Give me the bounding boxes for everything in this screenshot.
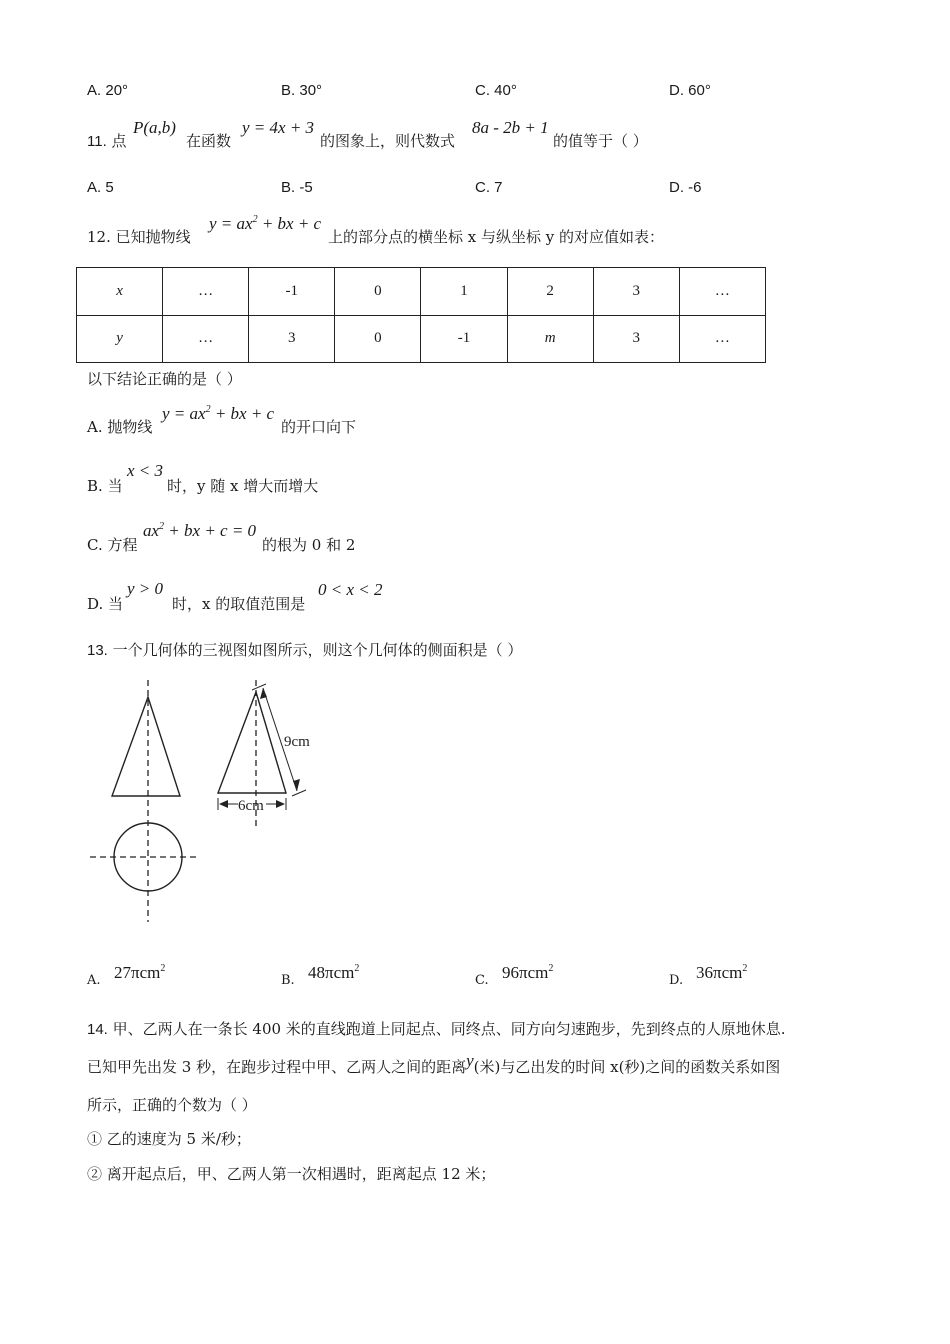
q12-conclusion: 以下结论正确的是（ ）	[87, 370, 242, 388]
q12-option-c: C. 方程	[87, 536, 138, 554]
q14-statement-1: ① 乙的速度为 5 米/秒；	[87, 1130, 251, 1148]
q10-option-a: A. 20°	[87, 82, 129, 99]
table-cell: x	[77, 268, 163, 316]
q14-statement-2: ② 离开起点后，甲、乙两人第一次相遇时，距离起点 12 米；	[87, 1165, 496, 1183]
q13-option-c: 96πcm$^2$	[502, 963, 554, 982]
table-cell: m	[507, 315, 593, 363]
q12-option-c-text: 的根为 0 和 2	[262, 536, 356, 554]
q11-stem: 11. 点	[87, 132, 127, 150]
q12-text-2: 上的部分点的横坐标 x 与纵坐标 y 的对应值如表：	[328, 228, 665, 246]
table-row	[77, 268, 766, 316]
q12-option-d: D. 当	[87, 595, 124, 613]
table-cell: 2	[507, 268, 593, 316]
q10-option-b: B. 30°	[281, 82, 323, 99]
q11-point: P(a,b)	[133, 118, 176, 137]
q12-option-d-math: y > 0	[127, 579, 164, 598]
q12-option-a-math: $y = ax^2$ + bx + c	[162, 404, 275, 423]
q13-stem: 13. 一个几何体的三视图如图所示，则这个几何体的侧面积是（ ）	[87, 641, 523, 659]
table-cell: 3	[249, 315, 335, 363]
table-cell: 0	[335, 268, 421, 316]
table-cell: …	[679, 268, 765, 316]
table-cell: -1	[249, 268, 335, 316]
q12-option-d-text: 时，x 的取值范围是	[172, 595, 306, 613]
q11-expression: 8a - 2b + 1	[472, 118, 549, 137]
q13-option-b-letter: B.	[281, 973, 295, 988]
value-table	[76, 267, 766, 363]
q12-option-c-math: $ax^2$ + bx + c = 0	[143, 521, 257, 540]
table-cell: y	[77, 315, 163, 363]
q12-option-b: B. 当	[87, 477, 123, 495]
front-view	[112, 680, 180, 922]
q14-line-1: 14. 甲、乙两人在一条长 400 米的直线跑道上同起点、同终点、同方向匀速跑步，先到终点的人原地休息.	[87, 1020, 786, 1038]
q12-stem: 12. 已知抛物线	[87, 228, 191, 246]
q12-option-b-math: x < 3	[127, 461, 164, 480]
q11-text-4: 的值等于（ ）	[553, 132, 648, 150]
q14-line-3: 所示，正确的个数为（ ）	[87, 1096, 257, 1114]
q10-option-d: D. 60°	[669, 82, 711, 99]
q13-option-b: 48πcm$^2$	[308, 963, 360, 982]
q11-option-d: D. -6	[669, 179, 702, 196]
q12-option-d-range: 0 < x < 2	[318, 580, 383, 599]
top-view	[90, 823, 198, 891]
q11-text-3: 的图象上，则代数式	[320, 132, 456, 150]
q12-option-a-text: 的开口向下	[281, 418, 357, 436]
table-row	[77, 315, 766, 363]
q13-option-d: 36πcm$^2$	[696, 963, 748, 982]
q12-option-b-text: 时，y 随 x 增大而增大	[167, 477, 319, 495]
q13-option-c-letter: C.	[475, 973, 489, 988]
base-diameter-label: 6cm	[238, 798, 264, 814]
three-view-diagram	[80, 672, 340, 930]
q11-option-c: C. 7	[475, 179, 503, 196]
q12-option-a: A. 抛物线	[87, 418, 153, 436]
q12-parabola: $y = ax^2$ + bx + c	[209, 214, 322, 233]
q10-option-c: C. 40°	[475, 82, 517, 99]
table-cell: -1	[421, 315, 507, 363]
q11-function: y = 4x + 3	[242, 118, 315, 137]
q11-option-b: B. -5	[281, 179, 313, 196]
table-cell: …	[679, 315, 765, 363]
slant-height-label: 9cm	[284, 734, 310, 750]
q11-option-a: A. 5	[87, 179, 114, 196]
table-cell: …	[163, 268, 249, 316]
table-cell: 1	[421, 268, 507, 316]
table-cell: 3	[593, 315, 679, 363]
table-cell: 3	[593, 268, 679, 316]
q13-option-d-letter: D.	[669, 973, 684, 988]
q11-text-2: 在函数	[186, 132, 232, 150]
table-cell: 0	[335, 315, 421, 363]
q13-option-a: 27πcm$^2$	[114, 963, 166, 982]
q13-option-a-letter: A.	[87, 973, 101, 988]
table-cell: …	[163, 315, 249, 363]
q14-line-2: 已知甲先出发 3 秒，在跑步过程中甲、乙两人之间的距离y(米)与乙出发的时间 x(秒)之间的函数关系如图	[87, 1051, 781, 1076]
